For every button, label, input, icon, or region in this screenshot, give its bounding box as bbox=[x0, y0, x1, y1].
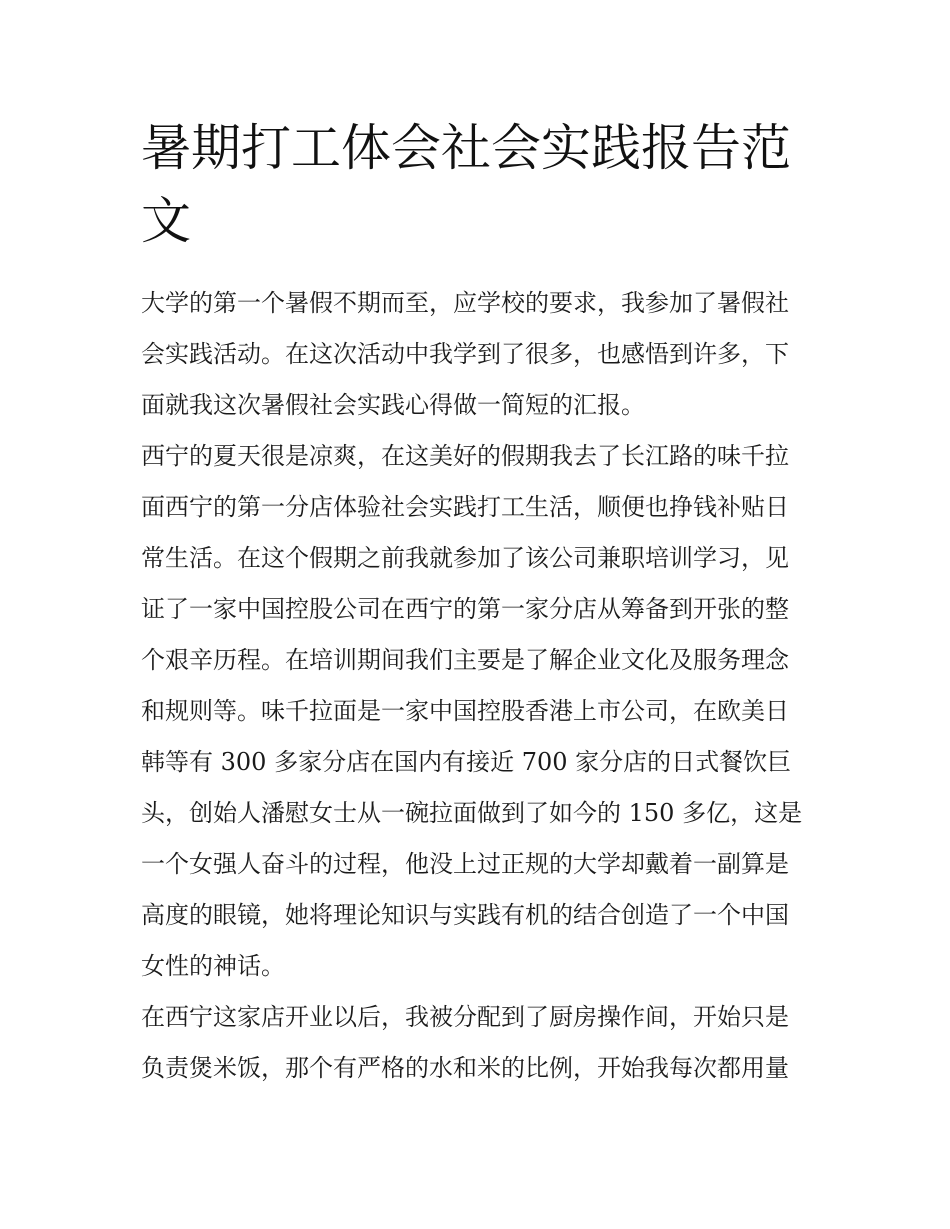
text-line: 大学的第一个暑假不期而至，应学校的要求，我参加了暑假社 bbox=[141, 289, 789, 317]
text-line: 会实践活动。在这次活动中我学到了很多，也感悟到许多，下 bbox=[141, 340, 789, 368]
text-line: 面西宁的第一分店体验社会实践打工生活，顺便也挣钱补贴日 bbox=[141, 493, 789, 521]
text-line: 和规则等。味千拉面是一家中国控股香港上市公司，在欧美日 bbox=[141, 697, 789, 725]
paragraph bbox=[141, 278, 813, 431]
paragraph bbox=[141, 431, 813, 992]
text-line: 在西宁这家店开业以后，我被分配到了厨房操作间，开始只是 bbox=[141, 1003, 789, 1031]
text-line: 常生活。在这个假期之前我就参加了该公司兼职培训学习，见 bbox=[141, 544, 789, 572]
text-line: 一个女强人奋斗的过程，他没上过正规的大学却戴着一副算是 bbox=[141, 850, 789, 878]
text-line: 韩等有 300 多家分店在国内有接近 700 家分店的日式餐饮巨 bbox=[141, 748, 792, 776]
text-line: 负责煲米饭，那个有严格的水和米的比例，开始我每次都用量 bbox=[141, 1054, 789, 1082]
paragraph bbox=[141, 992, 813, 1094]
document-body bbox=[141, 278, 813, 1094]
text-line: 个艰辛历程。在培训期间我们主要是了解企业文化及服务理念 bbox=[141, 646, 789, 674]
text-line: 证了一家中国控股公司在西宁的第一家分店从筹备到开张的整 bbox=[141, 595, 789, 623]
text-line: 西宁的夏天很是凉爽，在这美好的假期我去了长江路的味千拉 bbox=[141, 442, 789, 470]
text-line: 高度的眼镜，她将理论知识与实践有机的结合创造了一个中国 bbox=[141, 901, 789, 929]
text-line: 女性的神话。 bbox=[141, 952, 285, 980]
document-title: 暑期打工体会社会实践报告范文 bbox=[141, 119, 791, 250]
text-line: 头，创始人潘慰女士从一碗拉面做到了如今的 150 多亿，这是 bbox=[141, 799, 803, 827]
text-line: 面就我这次暑假社会实践心得做一简短的汇报。 bbox=[141, 391, 645, 419]
